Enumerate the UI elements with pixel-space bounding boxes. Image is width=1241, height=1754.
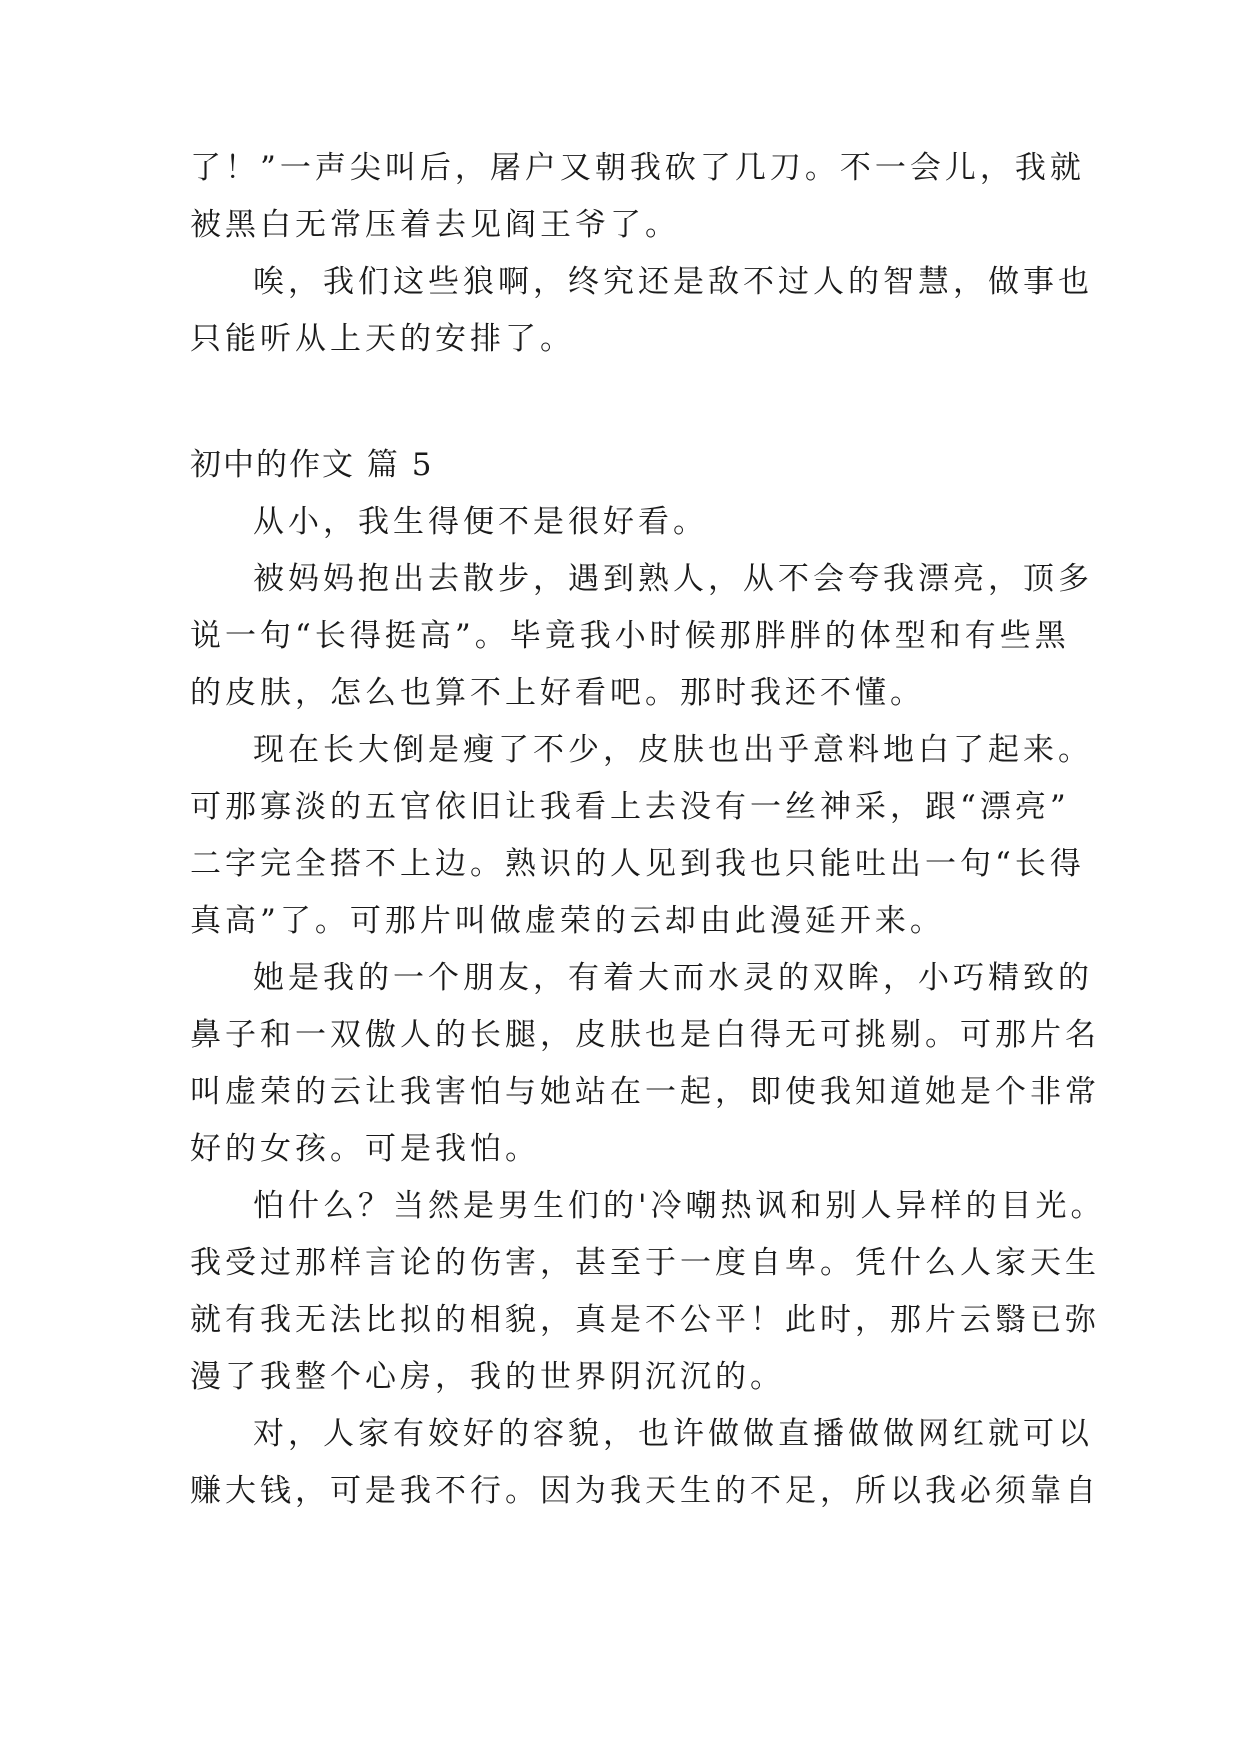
text-line: 真高”了。可那片叫做虚荣的云却由此漫延开来。	[190, 903, 945, 939]
text-line: 就有我无法比拟的相貌，真是不公平！此时，那片云翳已弥	[190, 1302, 1100, 1338]
text-line: 了！”一声尖叫后，屠户又朝我砍了几刀。不一会儿，我就	[190, 150, 1085, 186]
text-line: 我受过那样言论的伤害，甚至于一度自卑。凭什么人家天生	[190, 1245, 1100, 1281]
text-line: 叫虚荣的云让我害怕与她站在一起，即使我知道她是个非常	[190, 1074, 1100, 1110]
text-line: 赚大钱，可是我不行。因为我天生的不足，所以我必须靠自	[190, 1473, 1100, 1509]
paragraph-start-line: 怕什么？当然是男生们的'冷嘲热讽和别人异样的目光。	[253, 1188, 1106, 1224]
text-line: 的皮肤，怎么也算不上好看吧。那时我还不懂。	[190, 675, 925, 711]
text-line: 二字完全搭不上边。熟识的人见到我也只能吐出一句“长得	[190, 846, 1085, 882]
paragraph-start-line: 从小，我生得便不是很好看。	[253, 504, 708, 540]
paragraph-start-line: 她是我的一个朋友，有着大而水灵的双眸，小巧精致的	[253, 960, 1093, 996]
paragraph-start-line: 对，人家有姣好的容貌，也许做做直播做做网红就可以	[253, 1416, 1093, 1452]
paragraph-start-line: 唉，我们这些狼啊，终究还是敌不过人的智慧，做事也	[253, 264, 1093, 300]
text-line: 被黑白无常压着去见阎王爷了。	[190, 207, 680, 243]
text-line: 漫了我整个心房，我的世界阴沉沉的。	[190, 1359, 785, 1395]
paragraph-start-line: 现在长大倒是瘦了不少，皮肤也出乎意料地白了起来。	[253, 732, 1093, 768]
section-heading: 初中的作文 篇 5	[190, 447, 434, 483]
text-line: 只能听从上天的安排了。	[190, 321, 575, 357]
text-line: 可那寡淡的五官依旧让我看上去没有一丝神采，跟“漂亮”	[190, 789, 1070, 825]
text-line: 鼻子和一双傲人的长腿，皮肤也是白得无可挑剔。可那片名	[190, 1017, 1100, 1053]
text-line: 好的女孩。可是我怕。	[190, 1131, 540, 1167]
text-line: 说一句“长得挺高”。毕竟我小时候那胖胖的体型和有些黑	[190, 618, 1070, 654]
paragraph-start-line: 被妈妈抱出去散步，遇到熟人，从不会夸我漂亮，顶多	[253, 561, 1093, 597]
